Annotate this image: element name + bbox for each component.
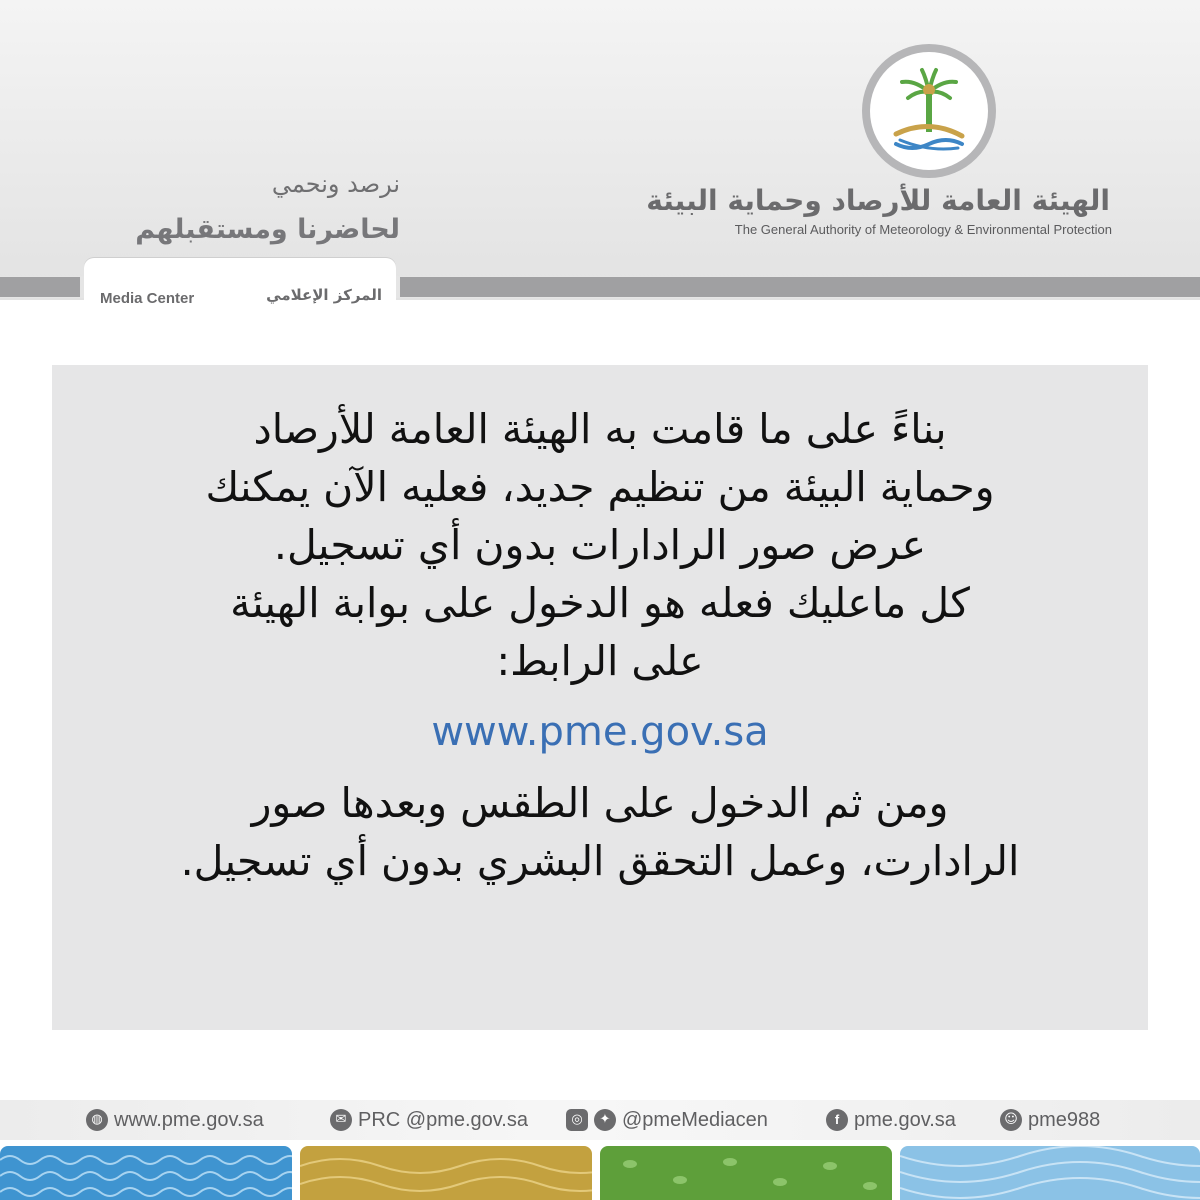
logo-inner-circle xyxy=(870,52,988,170)
website-link[interactable]: www.pme.gov.sa xyxy=(431,709,769,755)
instagram-icon: ◎ xyxy=(566,1109,588,1131)
media-center-english: Media Center xyxy=(100,290,195,307)
announcement-line: كل ماعليك فعله هو الدخول على بوابة الهيئة xyxy=(230,579,970,627)
header-stripe-right xyxy=(400,277,1200,297)
org-logo xyxy=(862,44,996,178)
announcement-text xyxy=(52,400,1148,890)
announcement-line: عرض صور الرادارات بدون أي تسجيل. xyxy=(273,521,927,569)
twitter-icon: ✦ xyxy=(594,1109,616,1131)
mail-icon: ✉ xyxy=(330,1109,352,1131)
palm-logo-icon xyxy=(870,52,988,170)
footer-website[interactable] xyxy=(86,1106,264,1134)
footer-website-text: www.pme.gov.sa xyxy=(114,1108,264,1131)
sand-pattern-icon xyxy=(300,1146,592,1200)
header-banner xyxy=(0,0,1200,300)
leaves-pattern-icon xyxy=(600,1146,892,1200)
org-name-arabic: الهيئة العامة للأرصاد وحماية البيئة xyxy=(646,184,1110,217)
facebook-icon: f xyxy=(826,1109,848,1131)
tile-air xyxy=(900,1146,1200,1200)
footer-facebook[interactable] xyxy=(826,1106,956,1134)
waves-pattern-icon xyxy=(0,1146,292,1200)
announcement-line: على الرابط: xyxy=(496,637,704,685)
announcement-line: بناءً على ما قامت به الهيئة العامة للأرصاد xyxy=(253,405,947,453)
announcement-line: ومن ثم الدخول على الطقس وبعدها صور xyxy=(251,779,949,827)
tile-vegetation xyxy=(600,1146,892,1200)
media-center-arabic: المركز الإعلامي xyxy=(266,286,382,304)
footer-social-text: @pmeMediacen xyxy=(622,1108,768,1131)
globe-icon: ◍ xyxy=(86,1109,108,1131)
org-name-english: The General Authority of Meteorology & Environmental Protection xyxy=(734,222,1112,237)
slogan-line-1: نرصد ونحمي xyxy=(271,170,400,198)
announcement-line: وحماية البيئة من تنظيم جديد، فعليه الآن يمكنك xyxy=(205,463,995,511)
header-stripe-left xyxy=(0,277,80,297)
footer-email-text: PRC @pme.gov.sa xyxy=(358,1108,528,1131)
footer-snapchat-text: pme988 xyxy=(1028,1108,1101,1131)
decorative-tiles xyxy=(0,1146,1200,1200)
announcement-line: الرادارت، وعمل التحقق البشري بدون أي تسجيل. xyxy=(180,837,1020,885)
footer-email[interactable] xyxy=(330,1106,528,1134)
snapchat-icon: ☺ xyxy=(1000,1109,1022,1131)
footer-social[interactable] xyxy=(566,1106,768,1134)
footer-snapchat[interactable] xyxy=(1000,1106,1100,1134)
footer-facebook-text: pme.gov.sa xyxy=(854,1108,956,1131)
slogan-line-2: لحاضرنا ومستقبلهم xyxy=(135,214,400,245)
tile-desert xyxy=(300,1146,592,1200)
contour-pattern-icon xyxy=(900,1146,1200,1200)
tile-water xyxy=(0,1146,292,1200)
